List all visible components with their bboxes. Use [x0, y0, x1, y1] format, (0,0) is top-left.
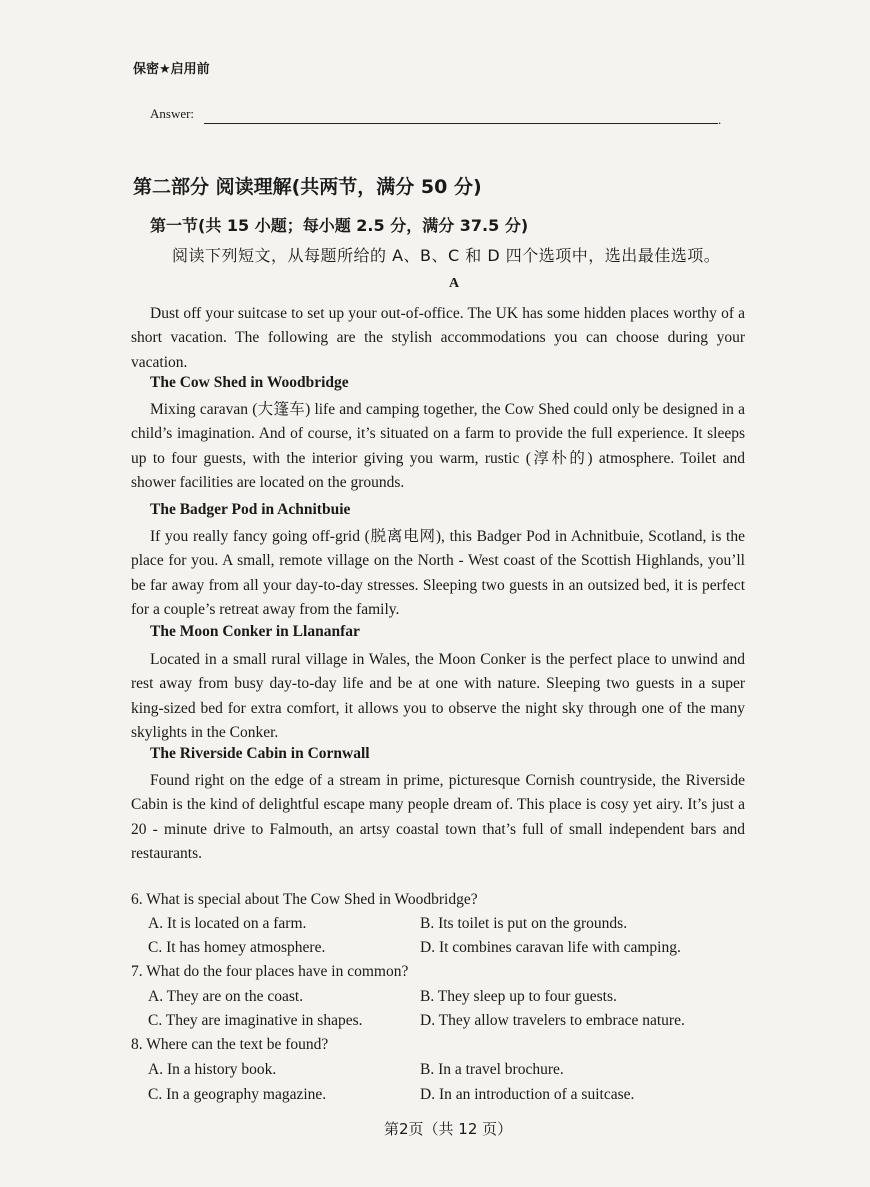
confidential-label: 保密★启用前 [133, 62, 210, 77]
place-text-riverside-cabin [131, 769, 745, 866]
place-text-badger-pod [131, 525, 745, 622]
place-paragraph: If you really fancy going off-grid (脱离电网), this Badger Pod in Achnitbuie, Scotland, is the place for you. A small, remote village on the North - West coast of the Scottish Highlands, you’ll be far away from all your day-to-day stresses. Sleeping two guests in an outsized bed, it is perfect for a couple’s retreat away from the family. [131, 528, 745, 618]
place-heading-riverside-cabin: The Riverside Cabin in Cornwall [150, 745, 370, 762]
place-paragraph: Mixing caravan (大篷车) life and camping together, the Cow Shed could only be designed in a child’s imagination. And of course, it’s situated on a farm to provide the full experience. It sleeps up to four guests, with the interior giving you warm, rustic (淳朴的) atmosphere. Toilet and shower facilities are located on the grounds. [131, 401, 745, 491]
place-text-moon-conker [131, 648, 745, 745]
question-6-stem: 6. What is special about The Cow Shed in Woodbridge? [131, 891, 478, 908]
place-paragraph: Located in a small rural village in Wales, the Moon Conker is the perfect place to unwind and rest away from busy day-to-day life and be at one with nature. Sleeping two guests in a super king-sized bed for extra comfort, it allows you to observe the night sky through one of the many skylights in the Conker. [131, 651, 745, 741]
part-title: 第二部分 阅读理解(共两节，满分 50 分) [133, 176, 482, 198]
place-text-cow-shed [131, 398, 745, 495]
place-heading-cow-shed: The Cow Shed in Woodbridge [150, 374, 349, 391]
question-6-option-b: B. Its toilet is put on the grounds. [420, 915, 628, 932]
question-7-option-d: D. They allow travelers to embrace nature. [420, 1012, 685, 1029]
question-7-stem: 7. What do the four places have in common? [131, 963, 409, 980]
question-7-option-a: A. They are on the coast. [148, 988, 304, 1005]
answer-end-mark: . [718, 112, 722, 127]
question-6-option-c: C. It has homey atmosphere. [148, 939, 326, 956]
place-heading-badger-pod: The Badger Pod in Achnitbuie [150, 501, 351, 518]
question-6-option-d: D. It combines caravan life with camping. [420, 939, 681, 956]
question-7-option-b: B. They sleep up to four guests. [420, 988, 617, 1005]
answer-line [204, 123, 718, 124]
question-8-stem: 8. Where can the text be found? [131, 1036, 329, 1053]
question-6-option-a: A. It is located on a farm. [148, 915, 307, 932]
place-paragraph: Found right on the edge of a stream in prime, picturesque Cornish countryside, the Riverside Cabin is the kind of delightful escape many people dream of. This place is cosy yet airy. It’s just a 20 - minute drive to Falmouth, an artsy coastal town that’s full of small independent bars and restaurants. [131, 772, 745, 862]
question-8-option-d: D. In an introduction of a suitcase. [420, 1086, 635, 1103]
intro-paragraph: Dust off your suitcase to set up your out-of-office. The UK has some hidden places worthy of a short vacation. The following are the stylish accommodations you can choose during your vacation. [131, 305, 745, 371]
page-number: 第2页（共 12 页） [384, 1120, 513, 1138]
instruction-text: 阅读下列短文，从每题所给的 A、B、C 和 D 四个选项中，选出最佳选项。 [172, 246, 721, 265]
question-8-option-b: B. In a travel brochure. [420, 1061, 564, 1078]
passage-intro [131, 302, 745, 375]
place-heading-moon-conker: The Moon Conker in Llananfar [150, 623, 360, 640]
passage-label: A [449, 276, 460, 291]
section-title: 第一节(共 15 小题；每小题 2.5 分，满分 37.5 分) [150, 216, 529, 235]
question-8-option-c: C. In a geography magazine. [148, 1086, 327, 1103]
question-7-option-c: C. They are imaginative in shapes. [148, 1012, 363, 1029]
answer-label: Answer: [150, 106, 195, 121]
question-8-option-a: A. In a history book. [148, 1061, 277, 1078]
